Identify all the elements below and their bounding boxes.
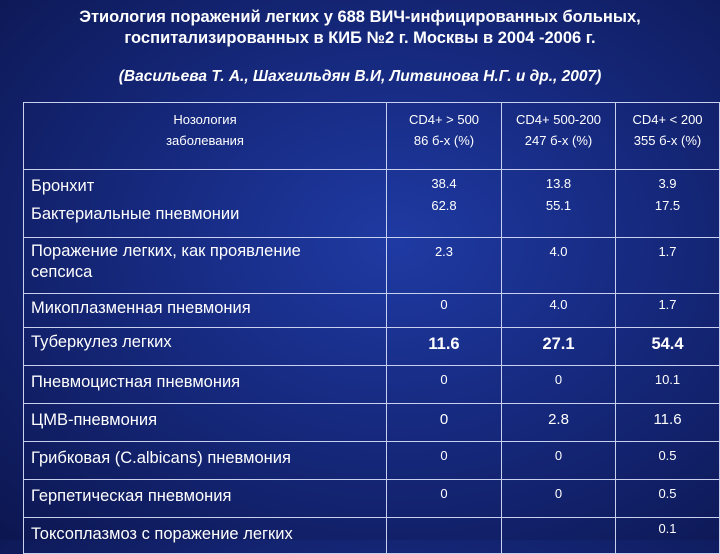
authors-citation: (Васильева Т. А., Шахгильдян В.И, Литвинова Н.Г. и др., 2007) [118, 68, 602, 85]
cell-value: 55.1 [545, 198, 572, 213]
row-name [24, 170, 387, 238]
header-col2-line-1: CD4+ 500-200 [516, 112, 601, 127]
cell-cd4-500-200 [502, 170, 616, 238]
table-row [24, 328, 720, 366]
title-line-2: госпитализированных в КИБ №2 г. Москвы в 2004 -2006 г. [124, 29, 596, 47]
title-line-1: Этиология поражений легких у 688 ВИЧ-инфицированных больных, [79, 8, 641, 26]
row-name [24, 238, 387, 294]
cell-cd4-above-500: 0 [387, 442, 502, 480]
row-name: Грибковая (C.albicans) пневмония [24, 442, 387, 480]
header-nosology [24, 103, 387, 170]
cell-cd4-above-500: 11.6 [387, 328, 502, 366]
header-nosology-line-1: Нозология [173, 112, 237, 127]
cell-cd4-500-200: 4.0 [502, 294, 616, 328]
cell-cd4-above-500 [387, 170, 502, 238]
cell-cd4-below-200: 0.5 [616, 442, 720, 480]
header-cd4-above-500 [387, 103, 502, 170]
row-name: Токсоплазмоз с поражение легких [24, 518, 387, 554]
header-col2-line-2: 247 б-х (%) [524, 133, 593, 148]
cell-value: 13.8 [545, 176, 572, 191]
cell-cd4-above-500 [387, 518, 502, 554]
cell-cd4-above-500: 0 [387, 294, 502, 328]
table-row [24, 442, 720, 480]
header-cd4-500-200 [502, 103, 616, 170]
row-name-line-1: Поражение легких, как проявление [31, 242, 301, 260]
row-name: ЦМВ-пневмония [24, 404, 387, 442]
cell-cd4-500-200: 4.0 [502, 238, 616, 294]
cell-cd4-below-200: 0.1 [616, 518, 720, 554]
etiology-table [23, 102, 720, 554]
cell-cd4-above-500: 0 [387, 404, 502, 442]
header-cd4-below-200 [616, 103, 720, 170]
table-row [24, 238, 720, 294]
slide-title [0, 7, 720, 49]
cell-cd4-500-200: 27.1 [502, 328, 616, 366]
table-row [24, 170, 720, 238]
cell-cd4-below-200: 0.5 [616, 480, 720, 518]
row-name-line-1: Бронхит [31, 177, 95, 195]
row-name-line-2: сепсиса [31, 263, 93, 281]
row-name: Микоплазменная пневмония [24, 294, 387, 328]
row-name: Туберкулез легких [24, 328, 387, 366]
table-header-row [24, 103, 720, 170]
cell-value: 17.5 [654, 198, 681, 213]
row-name: Пневмоцистная пневмония [24, 366, 387, 404]
cell-cd4-below-200: 11.6 [616, 404, 720, 442]
row-name-line-2: Бактериальные пневмонии [31, 205, 240, 223]
cell-cd4-above-500: 0 [387, 480, 502, 518]
cell-cd4-500-200: 2.8 [502, 404, 616, 442]
table-row [24, 404, 720, 442]
header-col3-line-1: CD4+ < 200 [632, 112, 703, 127]
header-col1-line-1: CD4+ > 500 [408, 112, 480, 127]
table-row [24, 518, 720, 554]
cell-cd4-above-500: 0 [387, 366, 502, 404]
cell-value: 38.4 [431, 176, 457, 191]
cell-cd4-500-200 [502, 518, 616, 554]
cell-value: 62.8 [431, 198, 457, 213]
table-row [24, 294, 720, 328]
header-col3-line-2: 355 б-х (%) [633, 133, 702, 148]
cell-cd4-below-200 [616, 170, 720, 238]
table-row [24, 480, 720, 518]
row-name: Герпетическая пневмония [24, 480, 387, 518]
cell-cd4-below-200: 10.1 [616, 366, 720, 404]
cell-cd4-below-200: 1.7 [616, 294, 720, 328]
cell-cd4-below-200: 1.7 [616, 238, 720, 294]
cell-value: 3.9 [658, 176, 677, 191]
header-nosology-line-2: заболевания [166, 133, 244, 148]
cell-cd4-500-200: 0 [502, 442, 616, 480]
table-row [24, 366, 720, 404]
cell-cd4-500-200: 0 [502, 480, 616, 518]
cell-cd4-500-200: 0 [502, 366, 616, 404]
cell-cd4-above-500: 2.3 [387, 238, 502, 294]
header-col1-line-2: 86 б-х (%) [413, 133, 475, 148]
cell-cd4-below-200: 54.4 [616, 328, 720, 366]
